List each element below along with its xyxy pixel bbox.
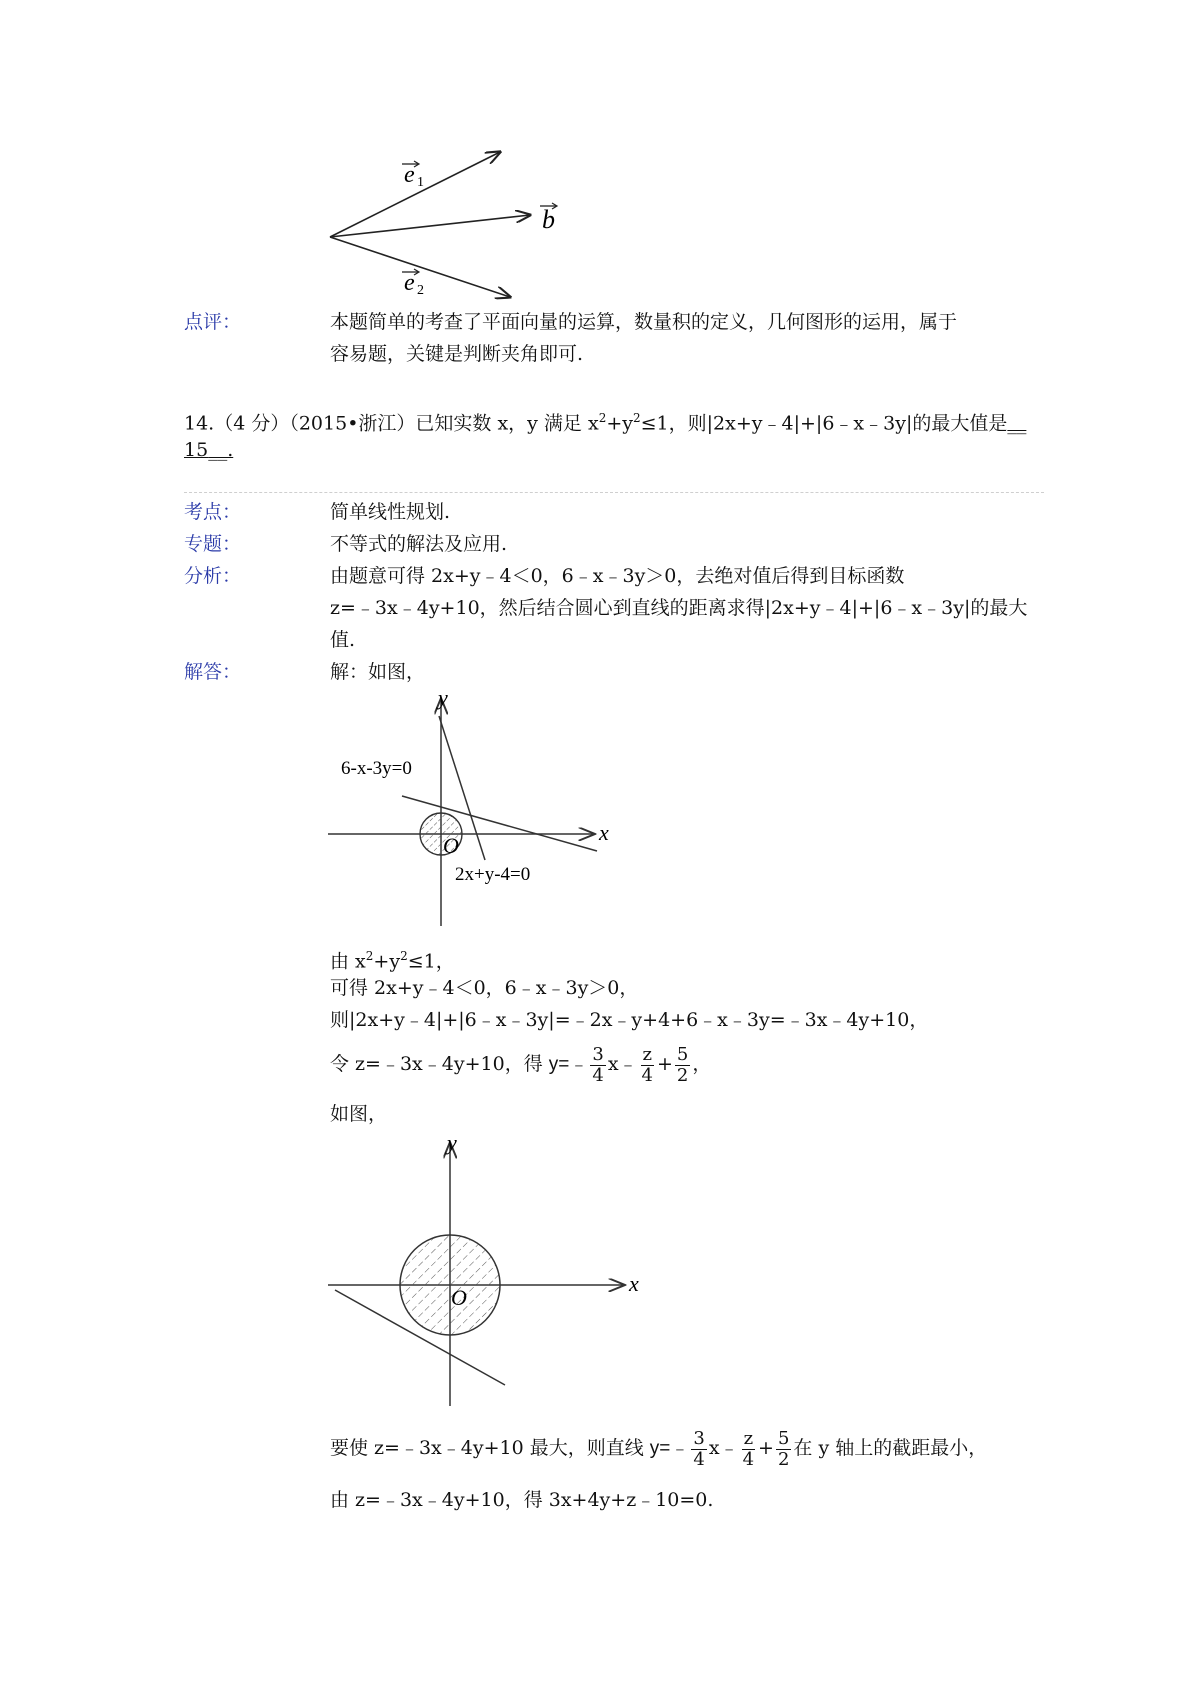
divider <box>184 492 1044 493</box>
fenxi-line-1: 由题意可得 2x+y﹣4＜0，6﹣x﹣3y＞0，去绝对值后得到目标函数 <box>330 565 905 587</box>
fig1-x-label: x <box>599 820 609 845</box>
fraction-5-2-b: $\frac{5}{2}$ <box>777 1427 790 1470</box>
fenxi-label: 分析： <box>184 565 242 587</box>
label-e2-sub: 2 <box>417 283 424 298</box>
label-b: b <box>542 205 555 234</box>
kaodian-text: 简单线性规划. <box>330 501 451 523</box>
fenxi-line-3: 值. <box>330 629 356 651</box>
step-3: 则|2x+y﹣4|+|6﹣x﹣3y|=﹣2x﹣y+4+6﹣x﹣3y=﹣3x﹣4y+10， <box>330 1009 929 1031</box>
fraction-3-4-b: $\frac{3}{4}$ <box>693 1427 705 1470</box>
fig1-y-label: y <box>438 688 448 710</box>
step-1: 由 $x^2+y^2\le 1$， <box>330 949 455 973</box>
fraction-z-4: $\frac{z}{4}$ <box>641 1043 653 1086</box>
review-label: 点评： <box>184 311 242 333</box>
step-5: 如图， <box>330 1103 388 1125</box>
zhuanti-text: 不等式的解法及应用. <box>330 533 508 555</box>
label-e1-sub: 1 <box>417 175 424 190</box>
kaodian-label: 考点： <box>184 501 242 523</box>
review-line-1: 本题简单的考查了平面向量的运算，数量积的定义，几何图形的运用，属于 <box>330 311 958 333</box>
unit-circle-2 <box>400 1235 500 1335</box>
label-e1: e <box>404 162 415 188</box>
vector-e1-arrow <box>330 152 500 237</box>
review-line-2: 容易题，关键是判断夹角即可. <box>330 343 584 365</box>
fenxi-line-2: z=﹣3x﹣4y+10，然后结合圆心到直线的距离求得|2x+y﹣4|+|6﹣x﹣3y|的最大 <box>330 597 1028 619</box>
answer-value: 15 <box>184 439 209 461</box>
fraction-5-2: $\frac{5}{2}$ <box>676 1043 689 1086</box>
vector-figure <box>320 130 560 305</box>
fig1-origin: O <box>443 833 459 858</box>
problem-answer: 15__. <box>184 439 234 461</box>
step-4: 令 z=﹣3x﹣4y+10，得 y=﹣ $\frac{3}{4}$ x﹣ $\frac{z}{4}$ + $\frac{5}{2}$ ， <box>330 1043 712 1086</box>
fig2-origin: O <box>451 1285 467 1310</box>
jieda-intro: 解：如图， <box>330 661 426 683</box>
label-e2: e <box>404 270 415 296</box>
step-7: 由 z=﹣3x﹣4y+10，得 3x+4y+z﹣10=0. <box>330 1489 714 1511</box>
fig2-x-label: x <box>629 1271 639 1296</box>
vector-b-arrow <box>330 215 530 237</box>
figure-lines-circle <box>325 688 625 928</box>
fraction-z-4-b: $\frac{z}{4}$ <box>742 1427 755 1470</box>
step-6: 要使 z=﹣3x﹣4y+10 最大，则直线 y=﹣ $\frac{3}{4}$ x﹣ $\frac{z}{4}$ + $\frac{5}{2}$ 在 y 轴上的截距最小， <box>330 1427 988 1470</box>
problem-statement: 14.（4 分）（2015•浙江）已知实数 x，y 满足 $x^2+y^2\le 1$，则|2x+y﹣4|+|6﹣x﹣3y|的最大值是__ <box>184 411 1027 435</box>
fig1-line2-label: 2x+y-4=0 <box>455 864 531 885</box>
zhuanti-label: 专题： <box>184 533 242 555</box>
jieda-label: 解答： <box>184 661 242 683</box>
fig1-line1-label: 6-x-3y=0 <box>341 758 412 779</box>
fraction-3-4: $\frac{3}{4}$ <box>592 1043 604 1086</box>
figure-circle-tangent <box>325 1130 645 1410</box>
step-2: 可得 2x+y﹣4＜0，6﹣x﹣3y＞0， <box>330 977 639 999</box>
fig2-y-label: y <box>447 1130 457 1155</box>
